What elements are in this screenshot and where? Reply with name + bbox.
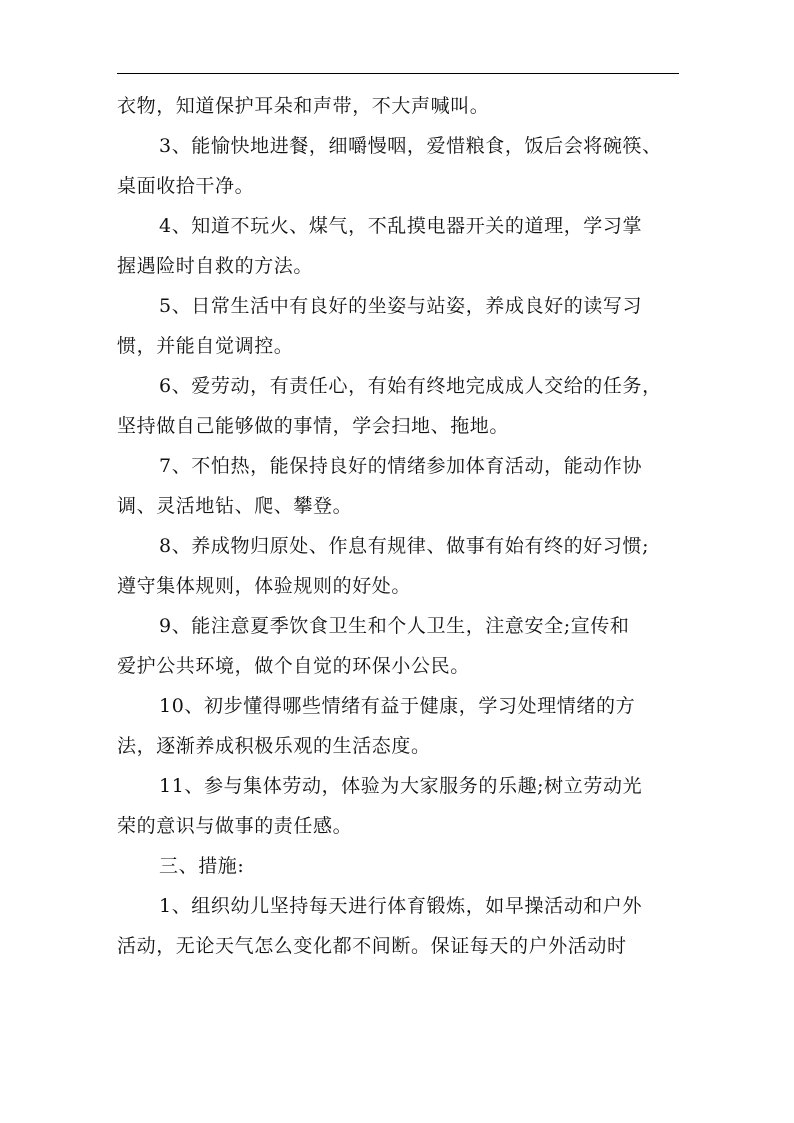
document-body <box>117 86 677 966</box>
text-line: 坚持做自己能够做的事情，学会扫地、拖地。 <box>117 415 510 437</box>
text-line: 调、灵活地钻、爬、攀登。 <box>117 495 353 517</box>
text-line: 活动，无论天气怎么变化都不间断。保证每天的户外活动时 <box>117 935 627 957</box>
header-rule <box>117 73 679 74</box>
text-line: 9、能注意夏季饮食卫生和个人卫生，注意安全;宣传和 <box>159 615 630 637</box>
text-line: 7、不怕热，能保持良好的情绪参加体育活动，能动作协 <box>159 455 643 477</box>
section-heading: 三、措施: <box>159 855 245 877</box>
text-line: 遵守集体规则，体验规则的好处。 <box>117 575 412 597</box>
text-line: 5、日常生活中有良好的坐姿与站姿，养成良好的读写习 <box>159 295 643 317</box>
text-line: 10、初步懂得哪些情绪有益于健康，学习处理情绪的方 <box>159 695 636 717</box>
text-line: 桌面收拾干净。 <box>117 175 255 197</box>
text-line: 法，逐渐养成积极乐观的生活态度。 <box>117 735 431 757</box>
text-line: 荣的意识与做事的责任感。 <box>117 815 353 837</box>
text-line: 4、知道不玩火、煤气，不乱摸电器开关的道理，学习掌 <box>159 215 643 237</box>
text-line: 爱护公共环境，做个自觉的环保小公民。 <box>117 655 470 677</box>
text-line: 惯，并能自觉调控。 <box>117 335 294 357</box>
text-line: 1、组织幼儿坚持每天进行体育锻炼，如早操活动和户外 <box>159 895 643 917</box>
text-line: 衣物，知道保护耳朵和声带，不大声喊叫。 <box>117 95 490 117</box>
text-line: 3、能愉快地进餐，细嚼慢咽，爱惜粮食，饭后会将碗筷、 <box>159 135 662 157</box>
text-line: 6、爱劳动，有责任心，有始有终地完成成人交给的任务， <box>159 375 662 397</box>
text-line: 8、养成物归原处、作息有规律、做事有始有终的好习惯; <box>159 535 650 557</box>
text-line: 11、参与集体劳动，体验为大家服务的乐趣;树立劳动光 <box>159 775 643 797</box>
text-line: 握遇险时自救的方法。 <box>117 255 314 277</box>
